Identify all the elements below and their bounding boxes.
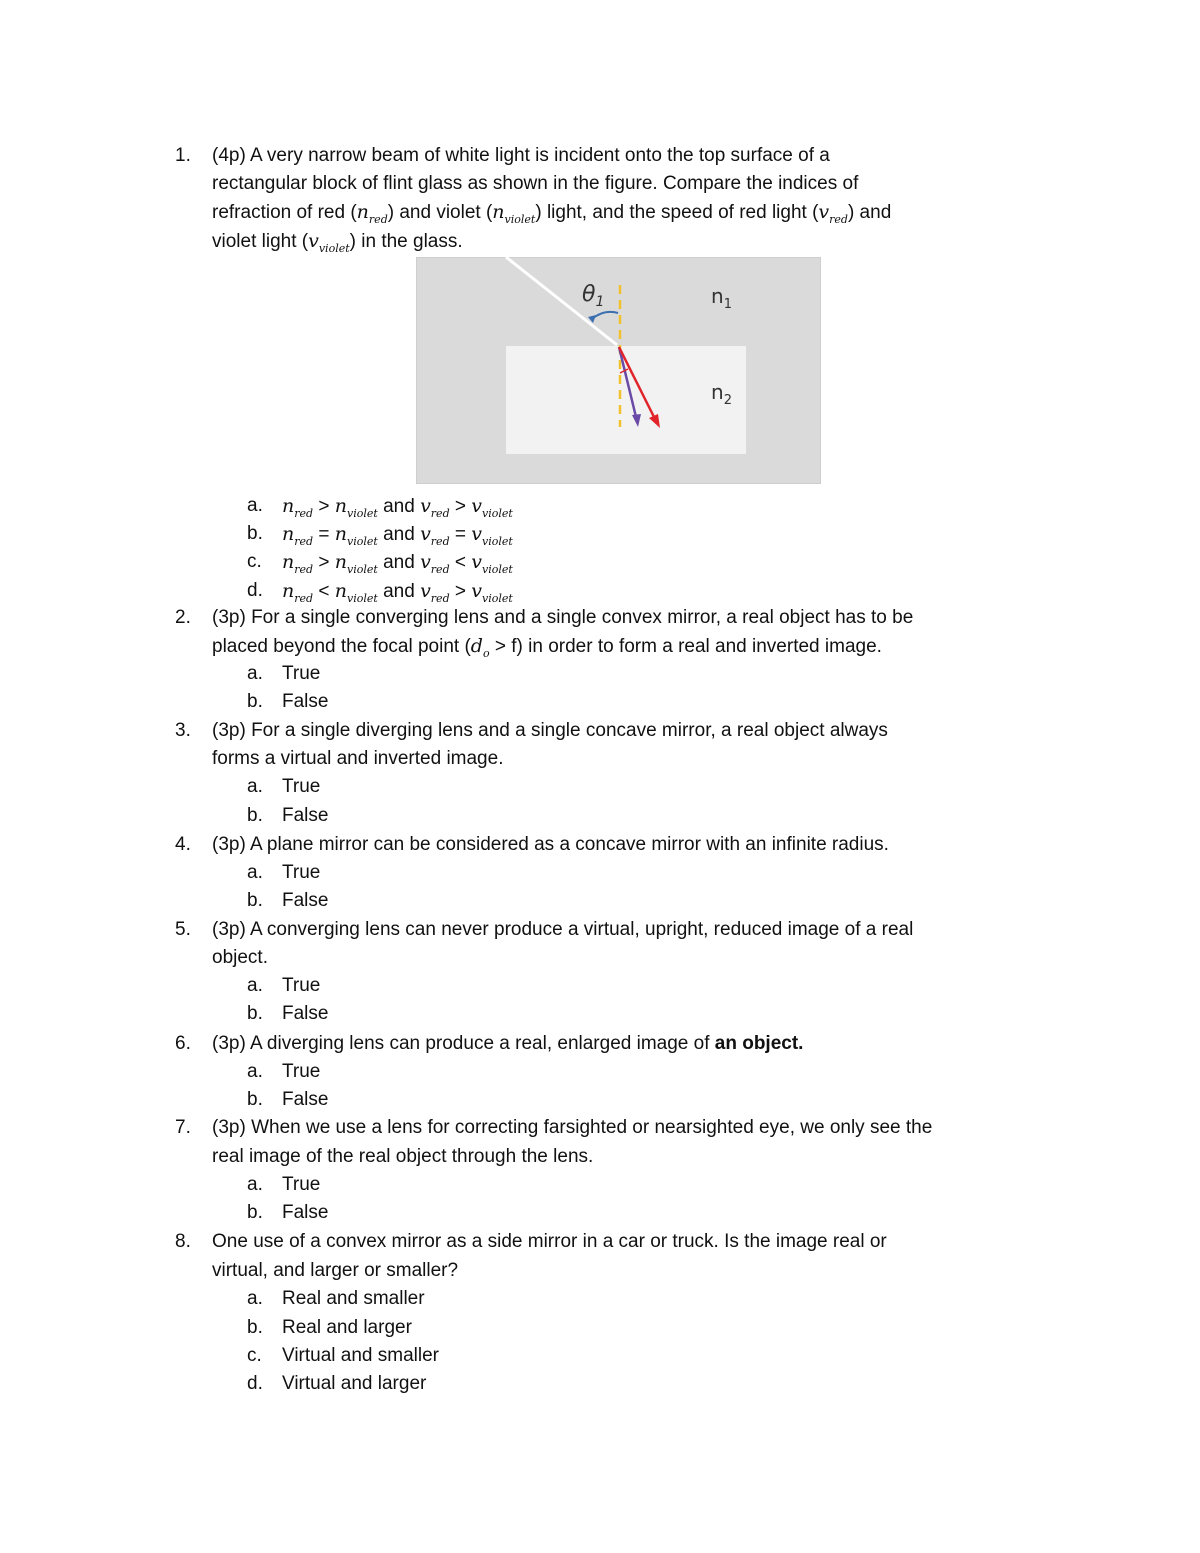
option-letter: b.	[247, 691, 263, 712]
math-var: $n_{violet}$	[492, 201, 536, 226]
option-letter: b.	[247, 523, 263, 544]
option-letter: b.	[247, 1202, 263, 1223]
option-letter: a.	[247, 1174, 263, 1195]
option-letter: a.	[247, 776, 263, 797]
question-text: object.	[212, 947, 268, 968]
question-text: (3p) A plane mirror can be considered as a concave mirror with an infinite radius.	[212, 834, 889, 855]
option-letter: b.	[247, 890, 263, 911]
option-text: True	[282, 663, 321, 684]
option-text: Real and larger	[282, 1317, 412, 1338]
n1-label: $n_1$	[711, 284, 732, 312]
option-letter: a.	[247, 862, 263, 883]
question-text: (3p) For a single converging lens and a single convex mirror, a real object has to be	[212, 607, 914, 628]
option-text: False	[282, 1003, 329, 1024]
question-number: 2.	[175, 607, 191, 628]
option-letter: a.	[247, 495, 263, 516]
option-letter: a.	[247, 1061, 263, 1082]
option-text: False	[282, 1089, 329, 1110]
math-var: $n_{red}$	[356, 201, 388, 226]
question-text: placed beyond the focal point $(d_o > f)$ in order to form a real and inverted image.	[212, 635, 882, 660]
option-text: True	[282, 1061, 321, 1082]
option-text: False	[282, 1202, 329, 1223]
option-letter: a.	[247, 1288, 263, 1309]
question-text: (3p) When we use a lens for correcting farsighted or nearsighted eye, we only see the	[212, 1117, 933, 1138]
question-text: virtual, and larger or smaller?	[212, 1260, 459, 1281]
option-letter: d.	[247, 1373, 263, 1394]
question-text: (4p) A very narrow beam of white light is incident onto the top surface of a	[212, 145, 830, 166]
option-letter: b.	[247, 1089, 263, 1110]
question-number: 7.	[175, 1117, 191, 1138]
question-number: 6.	[175, 1033, 191, 1054]
option-text: $n_{red} = n_{violet}$ and $v_{red} = v_{violet}$	[282, 523, 513, 548]
option-letter: c.	[247, 1345, 262, 1366]
option-text: Real and smaller	[282, 1288, 425, 1309]
option-text: False	[282, 691, 329, 712]
question-number: 8.	[175, 1231, 191, 1252]
question-number: 3.	[175, 720, 191, 741]
math-var: $v_{red}$	[818, 201, 848, 226]
question-number: 5.	[175, 919, 191, 940]
question-number: 1.	[175, 145, 191, 166]
option-letter: b.	[247, 1003, 263, 1024]
question-text: refraction of red $(n_{red})$ and violet $(n_{violet})$ light, and the speed of red light $(v_{red})$ and	[212, 201, 892, 226]
option-text: Virtual and larger	[282, 1373, 427, 1394]
math-var: $v_{violet}$	[308, 230, 350, 255]
option-letter: b.	[247, 805, 263, 826]
option-text: $n_{red} < n_{violet}$ and $v_{red} > v_{violet}$	[282, 580, 513, 605]
option-text: False	[282, 890, 329, 911]
question-text: (3p) A converging lens can never produce a virtual, upright, reduced image of a real	[212, 919, 914, 940]
refraction-figure	[416, 257, 821, 484]
option-text: Virtual and smaller	[282, 1345, 440, 1366]
question-text: (3p) For a single diverging lens and a single concave mirror, a real object always	[212, 720, 888, 741]
option-text: True	[282, 1174, 321, 1195]
option-letter: d.	[247, 580, 263, 601]
option-text: False	[282, 805, 329, 826]
option-letter: a.	[247, 975, 263, 996]
question-text: real image of the real object through the lens.	[212, 1146, 594, 1167]
option-letter: b.	[247, 1317, 263, 1338]
theta-label: $\theta_1$	[582, 282, 605, 310]
option-text: True	[282, 862, 321, 883]
question-text: violet light $(v_{violet})$ in the glass.	[212, 230, 463, 255]
question-text: rectangular block of flint glass as shown in the figure. Compare the indices of	[212, 173, 859, 194]
option-letter: a.	[247, 663, 263, 684]
option-letter: c.	[247, 551, 262, 572]
question-text: forms a virtual and inverted image.	[212, 748, 504, 769]
option-text: $n_{red} > n_{violet}$ and $v_{red} > v_{violet}$	[282, 495, 513, 520]
option-text: $n_{red} > n_{violet}$ and $v_{red} < v_{violet}$	[282, 551, 513, 576]
option-text: True	[282, 975, 321, 996]
question-text: One use of a convex mirror as a side mirror in a car or truck. Is the image real or	[212, 1231, 887, 1252]
option-text: True	[282, 776, 321, 797]
n2-label: $n_2$	[711, 380, 732, 408]
question-number: 4.	[175, 834, 191, 855]
question-text: (3p) A diverging lens can produce a real, enlarged image of an object.	[212, 1033, 804, 1054]
